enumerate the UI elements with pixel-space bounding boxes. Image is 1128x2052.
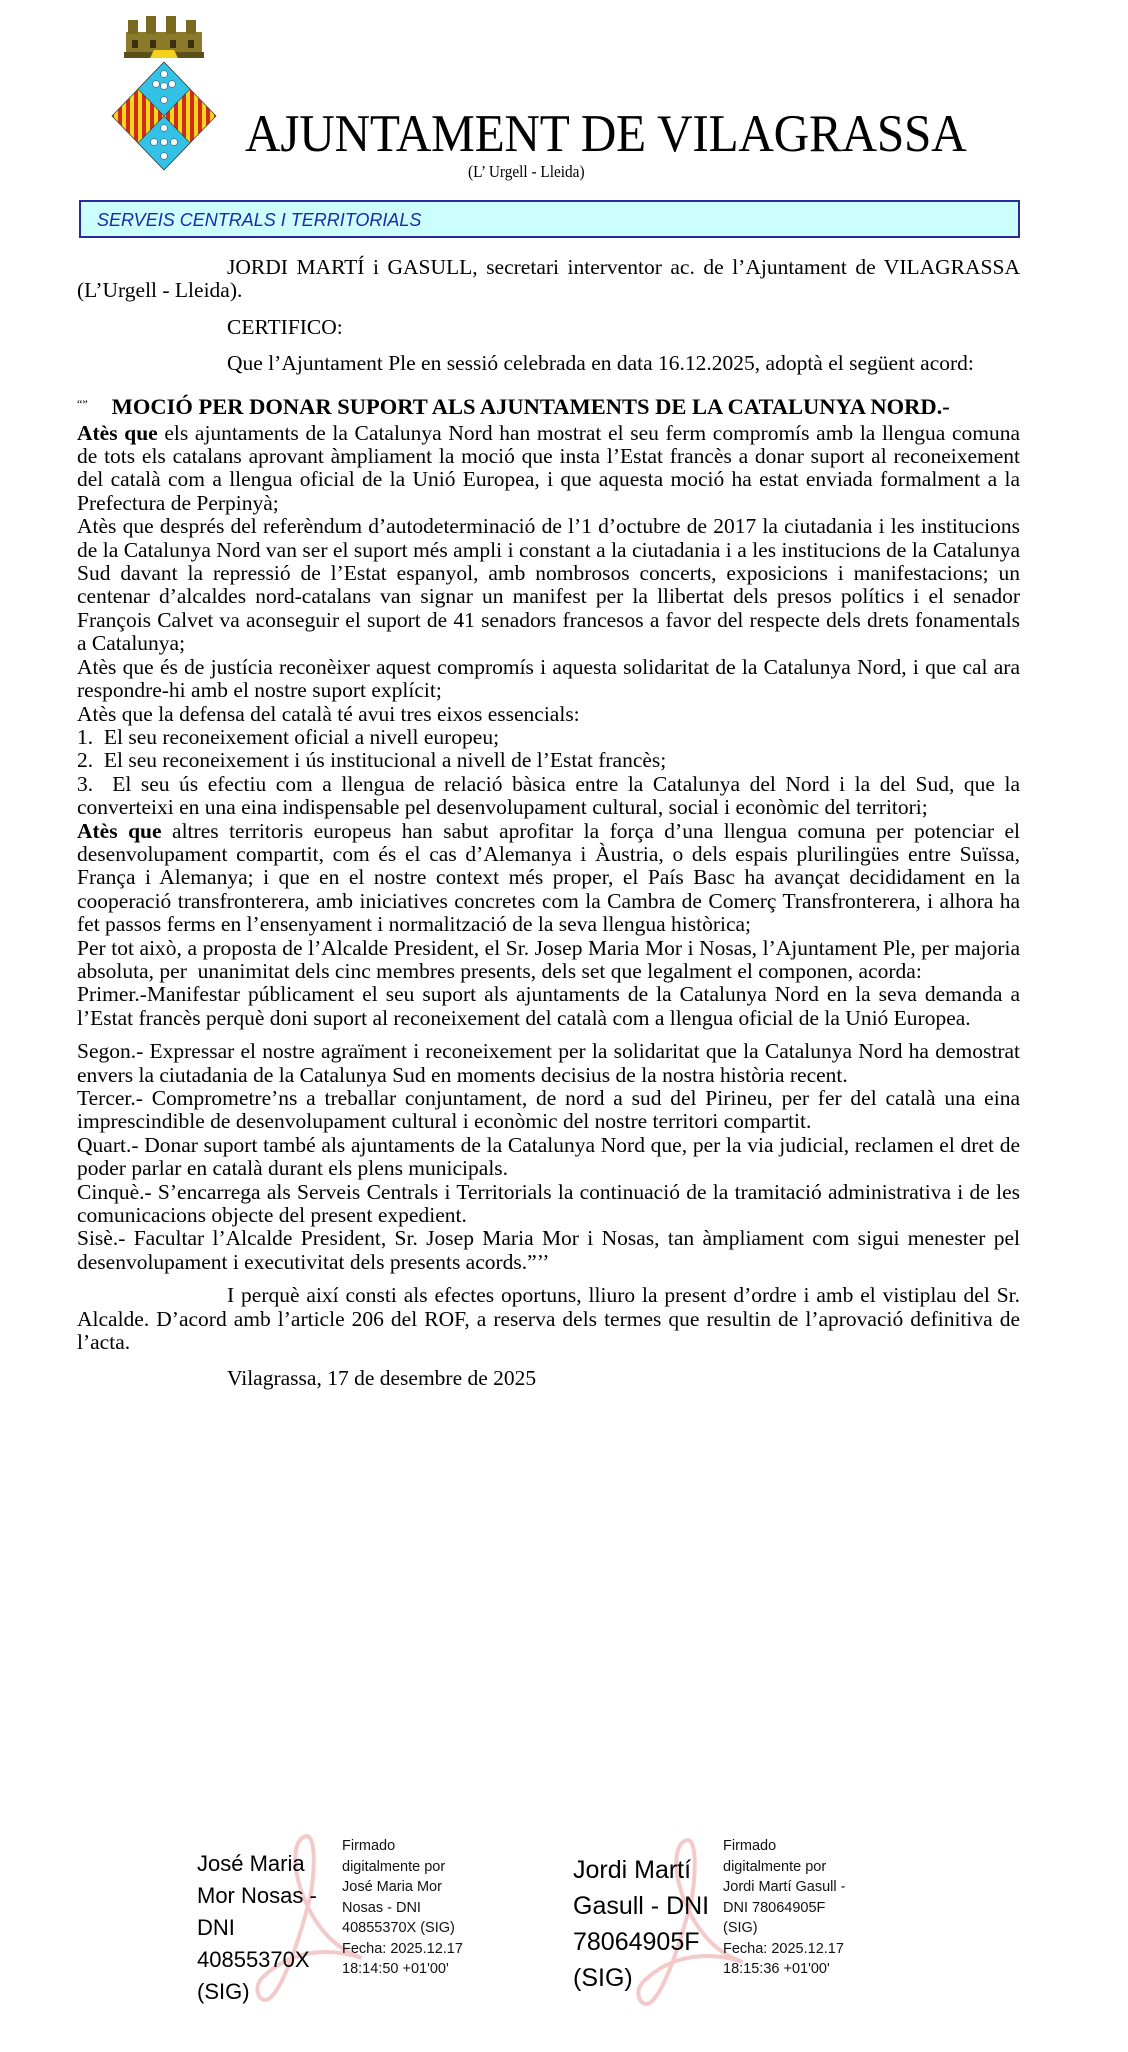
signer-name <box>197 1848 317 2008</box>
whereas-lead: Atès que <box>77 701 153 726</box>
signature-details <box>342 1836 463 1980</box>
whereas-lead: Atès que <box>77 818 162 843</box>
signature-details <box>723 1836 845 1980</box>
signature-detail-line: (SIG) <box>723 1920 758 1936</box>
signer-name-line: 40855370X <box>197 1947 310 1972</box>
signature-detail-line: Firmado <box>723 1838 777 1854</box>
agreement-item: Cinquè.- S’encarrega als Serveis Centrals i Territorials la continuació de la tramitació administrativa i de les comunicacions objecte del present expedient. <box>77 1179 1020 1228</box>
resolution-intro: Per tot això, a proposta de l’Alcalde President, el Sr. Josep Maria Mor i Nosas, l’Ajuntament Ple, per majoria absoluta, per unanimitat dels cinc membres presents, dels set que legalment el componen, acorda: <box>77 935 1026 983</box>
certificate-body <box>77 255 1026 1391</box>
agreement-item: Sisè.- Facultar l’Alcalde President, Sr. Josep Maria Mor i Nosas, tan àmpliament com sigui menester pel desenvolupament i executivitat dels presents acords.”’’ <box>77 1226 1020 1274</box>
signer-name-line: 78064905F <box>573 1928 700 1956</box>
signer-name-line: Jordi Martí <box>573 1856 692 1884</box>
session-statement: Que l’Ajuntament Ple en sessió celebrada en data 16.12.2025, adoptà el següent acord: <box>227 351 974 376</box>
signature-detail-line: Nosas - DNI <box>342 1899 421 1916</box>
signature-time: 18:14:50 +01'00' <box>342 1961 449 1977</box>
signer-name-line: Mor Nosas - <box>197 1883 317 1908</box>
signer-name-line: José Maria <box>197 1851 305 1876</box>
agreement-item: Quart.- Donar suport també als ajuntaments de la Catalunya Nord que, per la via judicial, reclamen el dret de poder parlar en català durant els plens municipals. <box>77 1132 1020 1181</box>
axis-item: 1. El seu reconeixement oficial a nivell europeu; <box>77 724 500 749</box>
axis-item: 2. El seu reconeixement i ús institucional a nivell de l’Estat francès; <box>77 748 667 773</box>
signature-date: Fecha: 2025.12.17 <box>723 1940 844 1957</box>
agreement-item: Tercer.- Comprometre’ns a treballar conjuntament, de nord a sud del Pirineu, per fer del català una eina imprescindible de desenvolupament cultural i econòmic del nostre territori compartit. <box>77 1086 1020 1134</box>
signer-name <box>573 1852 709 1996</box>
department-banner <box>79 200 1020 238</box>
motion-title-text: MOCIÓ PER DONAR SUPORT ALS AJUNTAMENTS DE LA CATALUNYA NORD.- <box>111 393 950 419</box>
signer-name-line: DNI <box>197 1915 235 1940</box>
signature-detail-line: José Maria Mor <box>342 1879 442 1895</box>
whereas-lead: Atès que <box>77 514 154 539</box>
whereas-lead: Atès que <box>77 654 154 679</box>
axis-item: 3. El seu ús efectiu com a llengua de relació bàsica entre la Catalunya del Nord i la del Sud, que la converteixi en una eina indispensable pel desenvolupament cultural, social i econòmic del territori; <box>77 771 1026 820</box>
region-subtitle: (L’ Urgell - Lleida) <box>468 162 585 181</box>
whereas-text: els ajuntaments de la Catalunya Nord han mostrat el seu ferm compromís amb la llengua comuna de tots els catalans aprovant àmpliament la moció que insta l’Estat francès a donar suport al reconeixement del català com a llengua oficial de la Unió Europea, i que aquesta moció ha estat enviada formalment a la Prefectura de Perpinyà; <box>77 420 1020 515</box>
signature-detail-line: digitalmente por <box>723 1858 827 1875</box>
agreement-item: Segon.- Expressar el nostre agraïment i reconeixement per la solidaritat que la Catalunya Nord ha demostrat envers la ciutadania de la Catalunya Sud en moments decisius de la nostra història recent. <box>77 1039 1020 1087</box>
signer-name-line: Gasull - DNI <box>573 1892 710 1920</box>
whereas-paragraph <box>77 656 1020 703</box>
coat-of-arms-logo <box>110 14 218 172</box>
whereas-paragraph <box>77 422 1020 516</box>
mural-crown-icon <box>124 16 204 58</box>
quote-mark: “” <box>77 396 88 411</box>
whereas-text: després del referèndum d’autodeterminació de l’1 d’octubre de 2017 la ciutadania i les institucions de la Catalunya Nord van ser el suport més ampli i constant a la ciutadania i a les institucions de la Catalunya Sud davant la repressió de l’Estat espanyol, amb nombrosos concerts, exposicions i manifestacions; un centenar d’alcaldes nord-catalans van signar un manifest per la llibertat dels presos polítics i el senador François Calvet va aconseguir el suport de 41 senadors francesos a favor del respecte dels drets fonamentals a Catalunya; <box>77 514 1021 656</box>
whereas-lead: Atès que <box>77 420 158 445</box>
department-label: SERVEIS CENTRALS I TERRITORIALS <box>97 210 422 230</box>
shield-icon <box>112 62 216 170</box>
motion-title <box>77 389 1020 422</box>
signature-detail-line: DNI 78064905F <box>723 1899 826 1916</box>
municipality-title: AJUNTAMENT DE VILAGRASSA <box>245 105 967 163</box>
signature-date: Fecha: 2025.12.17 <box>342 1940 463 1957</box>
signature-detail-line: Jordi Martí Gasull - <box>723 1879 846 1895</box>
signature-detail-line: digitalmente por <box>342 1858 446 1875</box>
signer-name-line: (SIG) <box>573 1964 633 1992</box>
certifico-label: CERTIFICO: <box>227 314 343 339</box>
place-date: Vilagrassa, 17 de desembre de 2025 <box>227 1366 537 1391</box>
closing-statement: I perquè així consti als efectes oportuns, lliuro la present d’ordre i amb el vistiplau del Sr. Alcalde. D’acord amb l’article 206 del ROF, a reserva dels termes que resultin de l’aprovació definitiva de l’acta. <box>77 1283 1020 1355</box>
whereas-paragraph <box>77 703 1020 726</box>
whereas-paragraph <box>77 515 1020 655</box>
whereas-text: la defensa del català té avui tres eixos essencials: <box>152 701 580 726</box>
signature-detail-line: 40855370X (SIG) <box>342 1920 455 1936</box>
signer-name-line: (SIG) <box>197 1979 250 2004</box>
whereas-text: altres territoris europeus han sabut aprofitar la força d’una llengua comuna per potenciar el desenvolupament compartit, com és el cas d’Alemanya i Àustria, o dels espais plurilingües entre Suïssa, França i Alemanya; i que en el nostre context més proper, el País Basc ha avançat decididament en la cooperació transfronterera, amb iniciatives concretes com la Cambra de Comerç Transfronterera, i alhora ha fet passos ferms en l’ensenyament i normalització de la seva llengua històrica; <box>77 818 1020 937</box>
signature-time: 18:15:36 +01'00' <box>723 1961 830 1977</box>
whereas-text: és de justícia reconèixer aquest compromís i aquesta solidaritat de la Catalunya Nord, i que cal ara respondre-hi amb el nostre suport explícit; <box>77 654 1020 703</box>
whereas-paragraph <box>77 820 1020 937</box>
signature-detail-line: Firmado <box>342 1838 396 1854</box>
secretary-statement: JORDI MARTÍ i GASULL, secretari interventor ac. de l’Ajuntament de VILAGRASSA (L’Urgell - Lleida). <box>77 255 1020 303</box>
agreement-item: Primer.-Manifestar públicament el seu suport als ajuntaments de la Catalunya Nord en la seva demanda a l’Estat francès perquè doni suport al reconeixement del català com a llengua oficial de la Unió Europea. <box>77 982 1020 1030</box>
